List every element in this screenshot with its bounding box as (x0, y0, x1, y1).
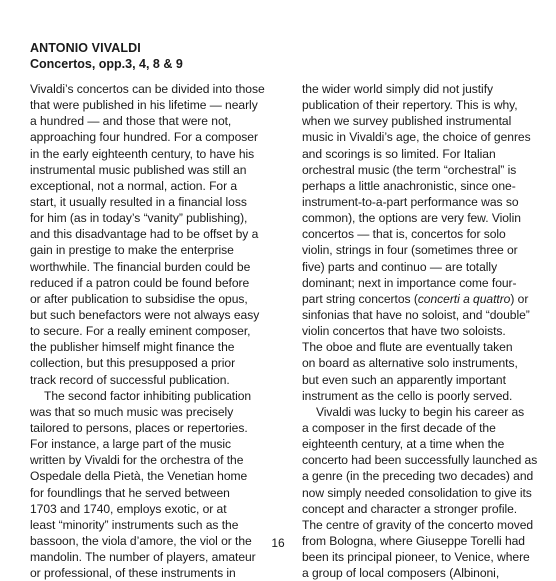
text-column-left (30, 81, 280, 581)
text-line: Vivaldi was lucky to begin his career as (316, 404, 525, 419)
text-line-with-italic (302, 291, 552, 307)
text-line: from Bologna, where Giuseppe Torelli had (302, 533, 525, 548)
text-line: common), the options are very few. Violin (302, 211, 521, 226)
text-segment: part string concertos ( (302, 291, 418, 306)
text-line: and this disadvantage had to be offset by a (30, 227, 259, 242)
text-line: collection, but this presupposed a prior (30, 356, 236, 371)
text-line: the wider world simply did not justify (302, 82, 494, 96)
work-title: Concertos, opp.3, 4, 8 & 9 (30, 57, 183, 71)
text-line: mandolin. The number of players, amateur (30, 550, 256, 565)
text-line: the publisher himself might finance the (30, 340, 235, 355)
text-line: Ospedale della Pietà, the Venetian home (30, 469, 248, 484)
text-line: start, it usually resulted in a financial loss (30, 194, 247, 209)
text-line: The centre of gravity of the concerto moved (302, 517, 534, 532)
text-line: violin, strings in four (sometimes three or (302, 243, 518, 258)
text-line: five) parts and continuo — are totally (302, 259, 498, 274)
text-line: reduced if a patron could be found before (30, 275, 250, 290)
text-line: music in Vivaldi’s age, the choice of genres (302, 130, 531, 145)
text-line: on board as alternative solo instruments, (302, 356, 518, 371)
text-line: now simply needed consolidation to give its (302, 485, 532, 500)
text-line: and scorings is so limited. For Italian (302, 146, 496, 161)
text-line: when we survey published instrumental (302, 114, 512, 129)
text-line: orchestral music (the term “orchestral” is (302, 162, 517, 177)
text-line: least “minority” instruments such as the (30, 517, 239, 532)
text-line: perhaps a little anachronistic, since one- (302, 178, 516, 193)
text-line: eighteenth century, at a time when the (302, 437, 505, 452)
text-line: but such benefactors were not always easy (30, 307, 260, 322)
text-line: but even such an apparently important (302, 372, 506, 387)
text-line: tailored to persons, places or repertories. (30, 420, 248, 435)
text-line: in the early eighteenth century, to have his (30, 146, 255, 161)
text-line: bassoon, the viola d’amore, the viol or the (30, 533, 252, 548)
text-line: written by Vivaldi for the orchestra of the (30, 453, 244, 468)
text-line: to secure. For a really eminent composer, (30, 324, 251, 339)
text-line: worthwhile. The financial burden could be (30, 259, 251, 274)
text-line: been its principal pioneer, to Venice, where (302, 550, 530, 565)
text-line: that were published in his lifetime — nearly (30, 98, 258, 113)
text-line: a group of local composers (Albinoni, (302, 566, 500, 581)
text-line: instrument-to-a-part performance was so (302, 194, 519, 209)
text-line: concept and character a stronger profile. (302, 501, 518, 516)
text-line: exceptional, not a normal, action. For a (30, 178, 238, 193)
text-line: a genre (in the preceding two decades) and (302, 469, 534, 484)
text-line: For instance, a large part of the music (30, 437, 232, 452)
text-line: The second factor inhibiting publication (44, 388, 252, 403)
text-line: gain in prestige to make the enterprise (30, 243, 234, 258)
composer-title: ANTONIO VIVALDI (30, 41, 141, 55)
text-line: or after publication to subsidise the opus, (30, 291, 248, 306)
text-line: or professional, of these instruments in (30, 566, 236, 581)
article-heading (30, 40, 530, 72)
text-line: approaching four hundred. For a composer (30, 130, 258, 145)
text-line: instrument as the cello is poorly served. (302, 388, 513, 403)
text-line: a hundred — and those that were not, (30, 114, 232, 129)
text-line: publication of their repertory. This is why, (302, 98, 518, 113)
text-column-right (302, 81, 552, 581)
text-line: a composer in the first decade of the (302, 420, 496, 435)
text-line: concerto had been successfully launched as (302, 453, 538, 468)
page-number: 16 (271, 536, 285, 550)
text-line: instrumental music published was still an (30, 162, 247, 177)
text-line: for foundlings that he served between (30, 485, 230, 500)
text-line: sinfonias that have no soloist, and “double” (302, 307, 530, 322)
text-line: Vivaldi’s concertos can be divided into those (30, 82, 265, 96)
text-line: track record of successful publication. (30, 372, 230, 387)
text-line: for him (as in today’s “vanity” publishing), (30, 211, 248, 226)
text-line: violin concertos that have two soloists. (302, 324, 506, 339)
text-line: concertos — that is, concertos for solo (302, 227, 506, 242)
text-line: dominant; next in importance come four- (302, 275, 517, 290)
text-line: 1703 and 1740, employs exotic, or at (30, 501, 227, 516)
text-line: The oboe and flute are eventually taken (302, 340, 513, 355)
text-line: was that so much music was precisely (30, 404, 234, 419)
text-segment: ) or (510, 291, 529, 306)
italic-term: concerti a quattro (417, 291, 511, 306)
